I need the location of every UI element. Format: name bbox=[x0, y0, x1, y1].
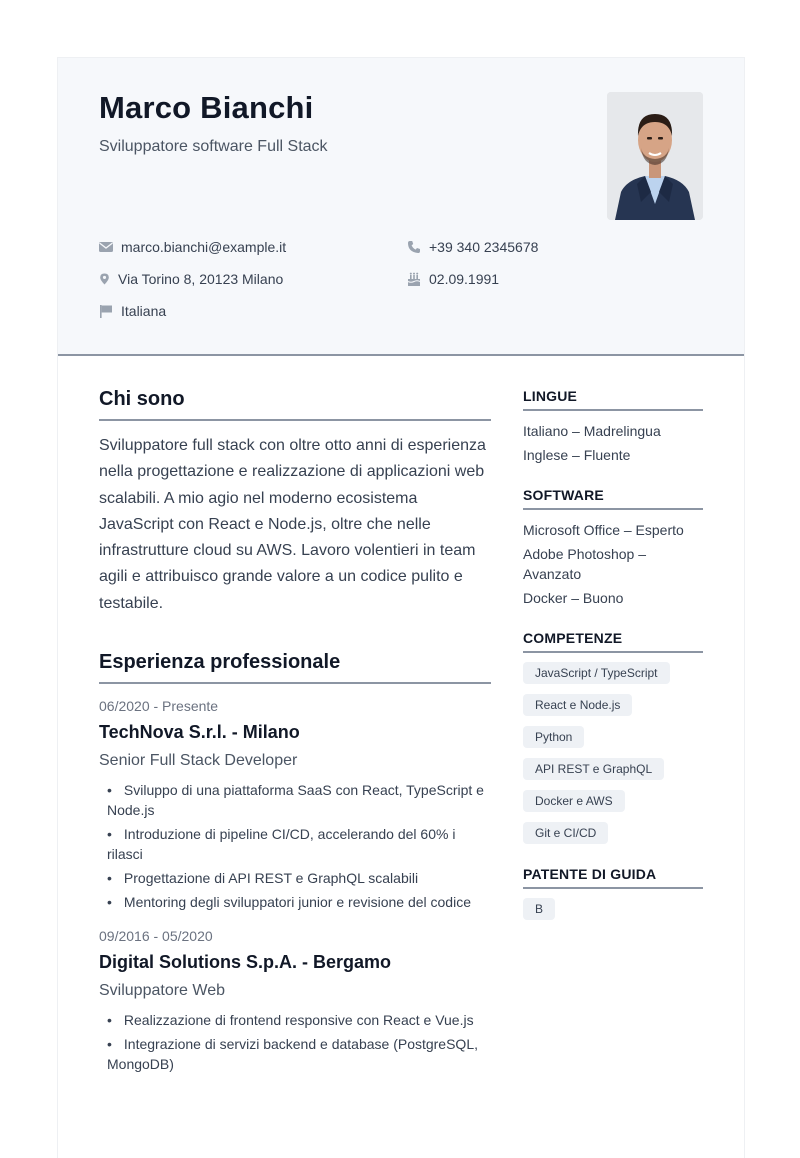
experience-section-title: Esperienza professionale bbox=[99, 651, 491, 684]
contact-address bbox=[99, 271, 283, 287]
job-entry bbox=[99, 698, 491, 912]
profile-photo bbox=[607, 92, 703, 220]
language-item: Inglese – Fluente bbox=[523, 447, 631, 463]
job-bullet: • Introduzione di pipeline CI/CD, accelerando del 60% i rilasci bbox=[107, 826, 456, 863]
license-section bbox=[523, 866, 703, 930]
language-item: Italiano – Madrelingua bbox=[523, 423, 661, 439]
languages-title: LINGUE bbox=[523, 388, 703, 411]
birthdate-text: 02.09.1991 bbox=[429, 271, 500, 287]
skill-tag: JavaScript / TypeScript bbox=[523, 662, 670, 684]
job-role: Senior Full Stack Developer bbox=[99, 752, 298, 770]
skill-tag: Docker e AWS bbox=[523, 790, 625, 812]
birthday-cake-icon bbox=[407, 272, 421, 286]
job-bullet: • Mentoring degli sviluppatori junior e revisione del codice bbox=[107, 894, 471, 911]
address-text: Via Torino 8, 20123 Milano bbox=[118, 271, 284, 287]
contact-birthdate bbox=[407, 271, 499, 287]
skills-section bbox=[523, 630, 703, 854]
skill-tag: React e Node.js bbox=[523, 694, 632, 716]
candidate-title: Sviluppatore software Full Stack bbox=[99, 138, 328, 155]
skill-tag: Git e CI/CD bbox=[523, 822, 608, 844]
about-text: Sviluppatore full stack con oltre otto anni di esperienza nella progettazione e realizzazione di applicazioni web scalabili. A mio agio nel moderno ecosistema JavaScript con React e Node.js, oltre che nelle infrastrutture cloud su AWS. Lavoro volentieri in team agili e attribuisco grande valore a un codice pulito e testabile. bbox=[99, 437, 486, 612]
flag-icon bbox=[99, 304, 113, 318]
job-date: 06/2020 - Presente bbox=[99, 698, 219, 715]
languages-section bbox=[523, 388, 703, 465]
software-item: Adobe Photoshop – Avanzato bbox=[523, 546, 646, 582]
phone-icon bbox=[407, 240, 421, 254]
job-bullet: • Progettazione di API REST e GraphQL scalabili bbox=[107, 870, 419, 887]
job-bullets bbox=[99, 780, 491, 912]
software-section bbox=[523, 487, 703, 608]
skills-title: COMPETENZE bbox=[523, 630, 703, 653]
job-date: 09/2016 - 05/2020 bbox=[99, 928, 213, 945]
phone-text: +39 340 2345678 bbox=[429, 239, 539, 255]
job-entry bbox=[99, 928, 491, 1074]
license-title: PATENTE DI GUIDA bbox=[523, 866, 703, 889]
job-company: Digital Solutions S.p.A. - Bergamo bbox=[99, 952, 392, 973]
contact-email[interactable] bbox=[99, 239, 286, 255]
nationality-text: Italiana bbox=[121, 303, 167, 319]
software-title: SOFTWARE bbox=[523, 487, 703, 510]
map-pin-icon bbox=[99, 272, 110, 286]
skill-tag: Python bbox=[523, 726, 584, 748]
envelope-icon bbox=[99, 240, 113, 254]
job-bullet: • Realizzazione di frontend responsive con React e Vue.js bbox=[107, 1012, 474, 1029]
resume-header bbox=[58, 58, 744, 356]
job-bullet: • Sviluppo di una piattaforma SaaS con React, TypeScript e Node.js bbox=[107, 782, 484, 819]
software-item: Microsoft Office – Esperto bbox=[523, 522, 684, 538]
job-bullet: • Integrazione di servizi backend e database (PostgreSQL, MongoDB) bbox=[107, 1036, 479, 1073]
contact-nationality bbox=[99, 303, 166, 319]
job-company: TechNova S.r.l. - Milano bbox=[99, 722, 300, 743]
candidate-name: Marco Bianchi bbox=[99, 90, 314, 125]
software-item: Docker – Buono bbox=[523, 590, 624, 606]
job-bullets bbox=[99, 1010, 491, 1074]
main-column bbox=[99, 388, 491, 1078]
contact-phone[interactable] bbox=[407, 239, 538, 255]
about-section-title: Chi sono bbox=[99, 388, 491, 421]
email-text: marco.bianchi@example.it bbox=[121, 239, 287, 255]
resume-page bbox=[57, 57, 745, 1158]
license-tag: B bbox=[523, 898, 555, 920]
skill-tag: API REST e GraphQL bbox=[523, 758, 664, 780]
side-column bbox=[523, 388, 703, 952]
job-role: Sviluppatore Web bbox=[99, 982, 225, 1000]
